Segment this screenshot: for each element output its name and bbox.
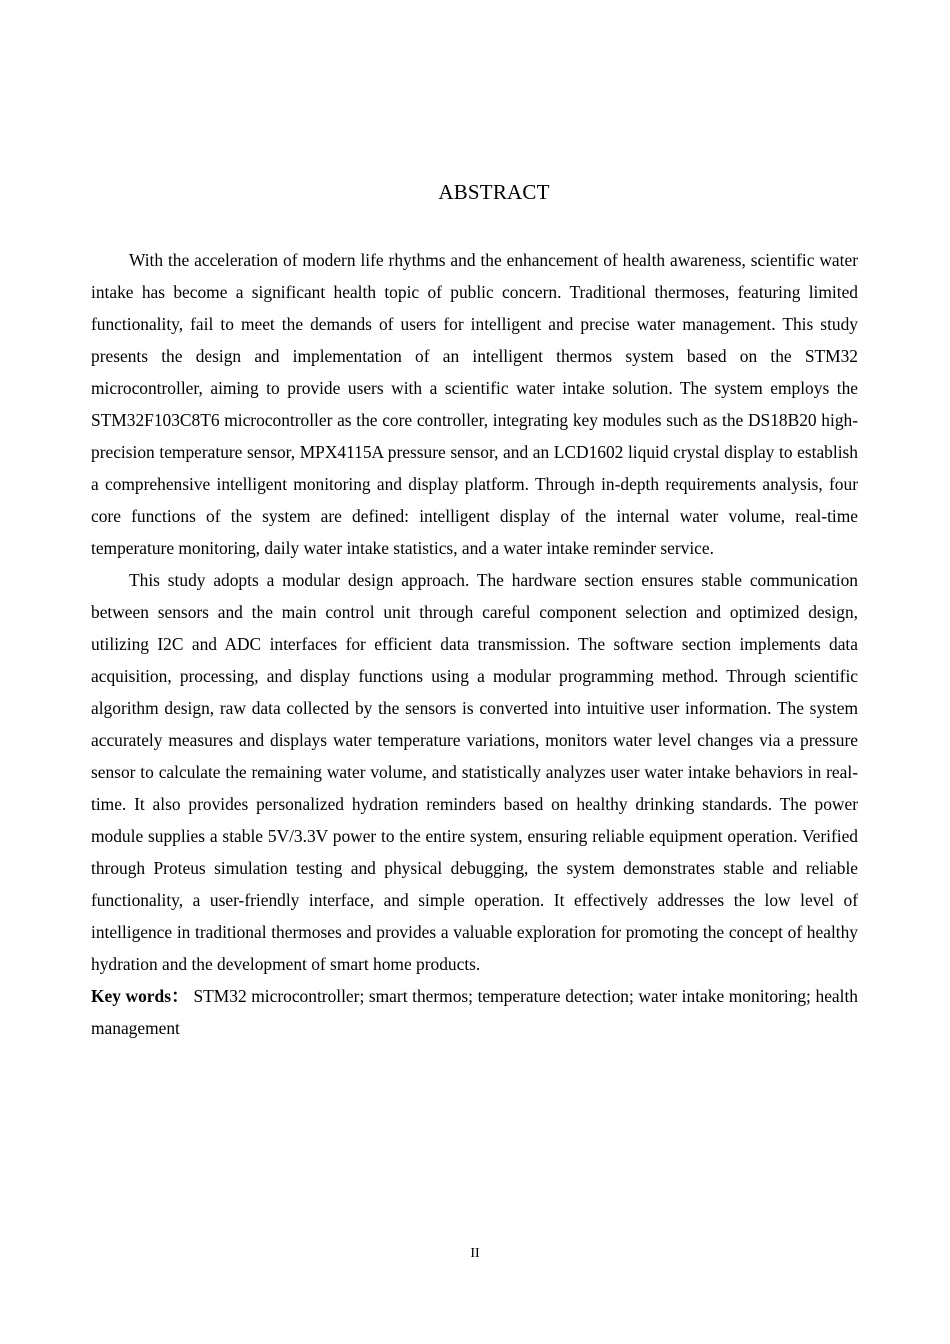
keywords-label: Key words： bbox=[91, 986, 189, 1006]
keywords-line bbox=[91, 980, 858, 1044]
page-title: ABSTRACT bbox=[438, 180, 550, 204]
abstract-paragraph-2: This study adopts a modular design approach. The hardware section ensures stable communication between sensors and the main control unit through careful component selection and optimized design, utilizing I2C and ADC interfaces for efficient data transmission. The software section implements data acquisition, processing, and display functions using a modular programming method. Through scientific algorithm design, raw data collected by the sensors is converted into intuitive user information. The system accurately measures and displays water temperature variations, monitors water level changes via a pressure sensor to calculate the remaining water volume, and statistically analyzes user water intake behaviors in real-time. It also provides personalized hydration reminders based on healthy drinking standards. The power module supplies a stable 5V/3.3V power to the entire system, ensuring reliable equipment operation. Verified through Proteus simulation testing and physical debugging, the system demonstrates stable and reliable functionality, a user-friendly interface, and simple operation. It effectively addresses the low level of intelligence in traditional thermoses and provides a valuable exploration for promoting the concept of healthy hydration and the development of smart home products. bbox=[91, 570, 858, 974]
abstract-body bbox=[91, 244, 858, 1044]
keywords-text: STM32 microcontroller; smart thermos; temperature detection; water intake monitoring; health management bbox=[91, 986, 858, 1038]
page-number: II bbox=[470, 1246, 480, 1261]
abstract-paragraph-1: With the acceleration of modern life rhythms and the enhancement of health awareness, scientific water intake has become a significant health topic of public concern. Traditional thermoses, featuring limited functionality, fail to meet the demands of users for intelligent and precise water management. This study presents the design and implementation of an intelligent thermos system based on the STM32 microcontroller, aiming to provide users with a scientific water intake solution. The system employs the STM32F103C8T6 microcontroller as the core controller, integrating key modules such as the DS18B20 high-precision temperature sensor, MPX4115A pressure sensor, and an LCD1602 liquid crystal display to establish a comprehensive intelligent monitoring and display platform. Through in-depth requirements analysis, four core functions of the system are defined: intelligent display of the internal water volume, real-time temperature monitoring, daily water intake statistics, and a water intake reminder service. bbox=[91, 250, 858, 558]
